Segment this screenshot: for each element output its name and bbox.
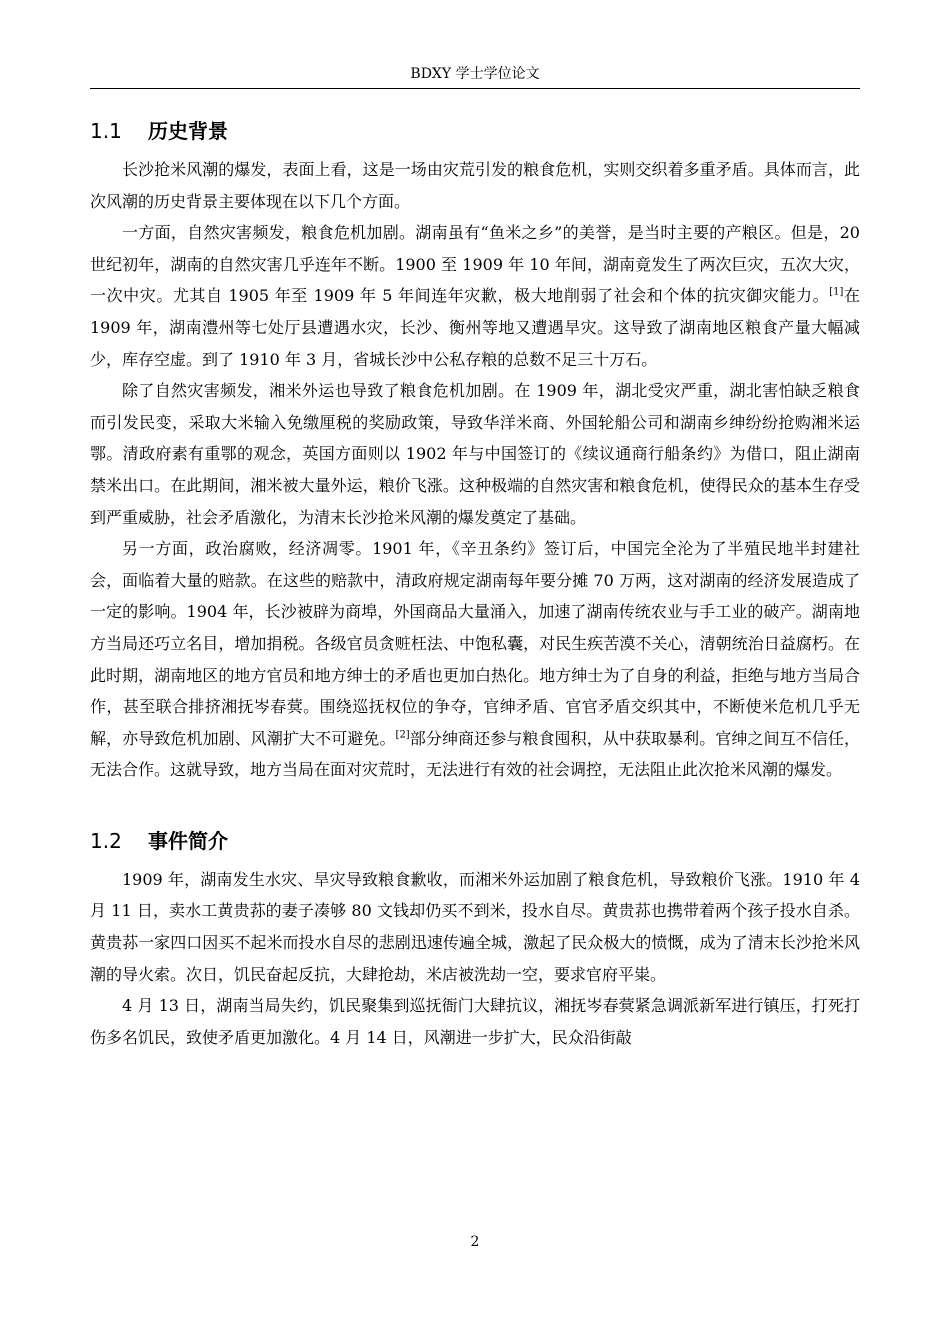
paragraph-text: 另一方面，政治腐败，经济凋零。1901 年，《辛丑条约》签订后，中国完全沦为了半殖民地半封建社会，面临着大量的赔款。在这些的赔款中，清政府规定湖南每年要分摊 70 万两，这对湖南的经济发展造成了一定的影响。1904 年，长沙被辟为商埠，外国商品大量涌入，加速了湖南传统农业与手工业的破产。湖南地方当局还巧立名目，增加捐税。各级官员贪赃枉法、中饱私囊，对民生疾苦漠不关心，清朝统治日益腐朽。在此时期，湖南地区的地方官员和地方绅士的矛盾也更加白热化。地方绅士为了自身的利益，拒绝与地方当局合作，甚至联合排挤湘抚岑春蓂。围绕巡抚权位的争夺，官绅矛盾、官官矛盾交织其中，不断使米危机几乎无解，亦导致危机加剧、风潮扩大不可避免。 — [90, 539, 860, 748]
page-number: 2 — [470, 1234, 480, 1250]
section-number: 1.2 — [90, 828, 122, 853]
paragraph — [90, 864, 860, 990]
paragraph — [90, 533, 860, 786]
section-heading-1-2 — [90, 822, 860, 860]
paragraph-text: 长沙抢米风潮的爆发，表面上看，这是一场由灾荒引发的粮食危机，实则交织着多重矛盾。具体而言，此次风潮的历史背景主要体现在以下几个方面。 — [90, 160, 860, 211]
page-body — [90, 112, 860, 1053]
paragraph — [90, 375, 860, 533]
section-title: 历史背景 — [148, 119, 228, 143]
running-header: BDXY 学士学位论文 — [410, 66, 540, 82]
paragraph — [90, 154, 860, 217]
paragraph-text: 4 月 13 日，湖南当局失约，饥民聚集到巡抚衙门大肆抗议，湘抚岑春蓂紧急调派新军进行镇压，打死打伤多名饥民，致使矛盾更加激化。4 月 14 日，风潮进一步扩大，民众沿街敲 — [90, 996, 860, 1047]
section-heading-1-1 — [90, 112, 860, 150]
paragraph — [90, 217, 860, 375]
citation-ref[interactable]: [1] — [829, 287, 844, 299]
citation-ref[interactable]: [2] — [395, 729, 410, 741]
paragraph-text: 在 1909 年，湖南澧州等七处厅县遭遇水灾，长沙、衡州等地又遭遇旱灾。这导致了湖南地区粮食产量大幅减少，库存空虚。到了 1910 年 3 月，省城长沙中公私存粮的总数不足三十万石。 — [90, 286, 860, 369]
section-number: 1.1 — [90, 119, 122, 143]
paragraph-text: 除了自然灾害频发，湘米外运也导致了粮食危机加剧。在 1909 年，湖北受灾严重，湖北害怕缺乏粮食而引发民变，采取大米输入免缴厘税的奖励政策，导致华洋米商、外国轮船公司和湖南乡绅纷纷抢购湘米运鄂。清政府素有重鄂的观念，英国方面则以 1902 年与中国签订的《续议通商行船条约》为借口，阻止湖南禁米出口。在此期间，湘米被大量外运，粮价飞涨。这种极端的自然灾害和粮食危机，使得民众的基本生存受到严重威胁，社会矛盾激化，为清末长沙抢米风潮的爆发奠定了基础。 — [90, 381, 860, 527]
section-title: 事件简介 — [148, 828, 228, 853]
header-rule — [90, 88, 860, 89]
paragraph — [90, 990, 860, 1053]
paragraph-text: 一方面，自然灾害频发，粮食危机加剧。湖南虽有“鱼米之乡”的美誉，是当时主要的产粮区。但是，20 世纪初年，湖南的自然灾害几乎连年不断。1900 至 1909 年 10 年间，湖南竟发生了两次巨灾，五次大灾，一次中灾。尤其自 1905 年至 1909 年 5 年间连年灾歉，极大地削弱了社会和个体的抗灾御灾能力。 — [90, 223, 860, 306]
paragraph-text: 1909 年，湖南发生水灾、旱灾导致粮食歉收，而湘米外运加剧了粮食危机，导致粮价飞涨。1910 年 4 月 11 日，卖水工黄贵荪的妻子凑够 80 文钱却仍买不到米，投水自尽。黄贵荪也携带着两个孩子投水自杀。黄贵荪一家四口因买不起米而投水自尽的悲剧迅速传遍全城，激起了民众极大的愤慨，成为了清末长沙抢米风潮的导火索。次日，饥民奋起反抗，大肆抢劫，米店被洗劫一空，要求官府平粜。 — [90, 869, 860, 984]
paragraph-text: 部分绅商还参与粮食囤积，从中获取暴利。官绅之间互不信任，无法合作。这就导致，地方当局在面对灾荒时，无法进行有效的社会调控，无法阻止此次抢米风潮的爆发。 — [90, 728, 860, 780]
